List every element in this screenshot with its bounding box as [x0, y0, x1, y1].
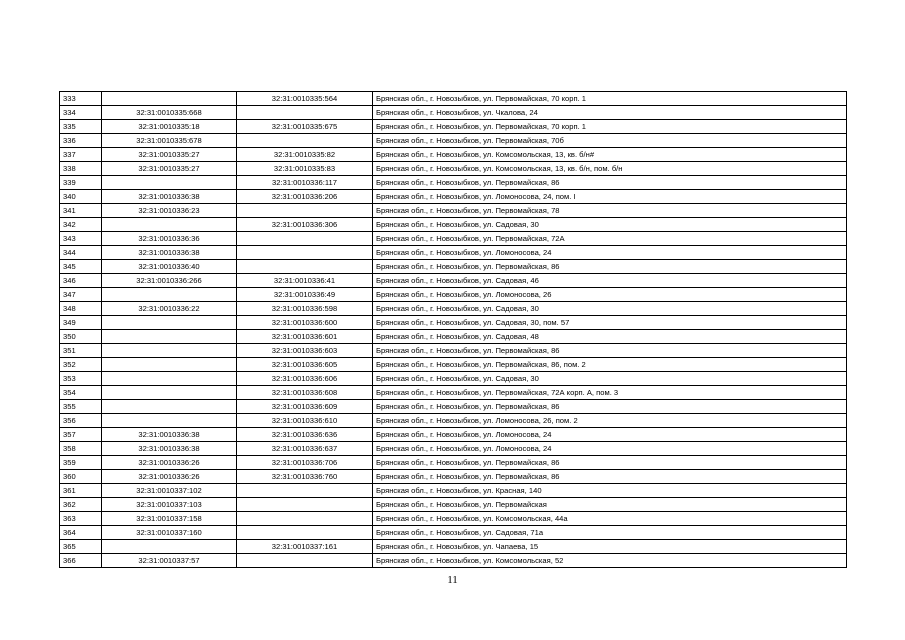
- row-number-cell: 335: [60, 120, 102, 134]
- cadastral-number-cell: [102, 540, 237, 554]
- object-cadastral-number-cell: [237, 554, 373, 568]
- table-row: [60, 428, 847, 442]
- cadastral-number-cell: 32:31:0010337:57: [102, 554, 237, 568]
- address-cell: Брянская обл., г. Новозыбков, ул. Красная, 140: [373, 484, 847, 498]
- object-cadastral-number-cell: 32:31:0010336:606: [237, 372, 373, 386]
- cadastral-number-cell: 32:31:0010337:158: [102, 512, 237, 526]
- address-cell: Брянская обл., г. Новозыбков, ул. Первомайская, 86: [373, 470, 847, 484]
- object-cadastral-number-cell: [237, 106, 373, 120]
- row-number-cell: 350: [60, 330, 102, 344]
- object-cadastral-number-cell: 32:31:0010337:161: [237, 540, 373, 554]
- address-cell: Брянская обл., г. Новозыбков, ул. Садовая, 48: [373, 330, 847, 344]
- table-row: [60, 316, 847, 330]
- row-number-cell: 338: [60, 162, 102, 176]
- cadastral-number-cell: 32:31:0010337:103: [102, 498, 237, 512]
- row-number-cell: 340: [60, 190, 102, 204]
- table-row: [60, 204, 847, 218]
- table-row: [60, 554, 847, 568]
- cadastral-number-cell: 32:31:0010336:40: [102, 260, 237, 274]
- registry-table: [59, 91, 847, 568]
- object-cadastral-number-cell: 32:31:0010335:675: [237, 120, 373, 134]
- row-number-cell: 355: [60, 400, 102, 414]
- object-cadastral-number-cell: 32:31:0010336:600: [237, 316, 373, 330]
- address-cell: Брянская обл., г. Новозыбков, ул. Первомайская, 72А корп. А, пом. 3: [373, 386, 847, 400]
- table-row: [60, 162, 847, 176]
- address-cell: Брянская обл., г. Новозыбков, ул. Садовая, 30: [373, 302, 847, 316]
- address-cell: Брянская обл., г. Новозыбков, ул. Первомайская: [373, 498, 847, 512]
- row-number-cell: 361: [60, 484, 102, 498]
- cadastral-number-cell: [102, 400, 237, 414]
- cadastral-number-cell: 32:31:0010336:36: [102, 232, 237, 246]
- table-row: [60, 526, 847, 540]
- row-number-cell: 351: [60, 344, 102, 358]
- cadastral-number-cell: 32:31:0010336:26: [102, 470, 237, 484]
- object-cadastral-number-cell: 32:31:0010336:609: [237, 400, 373, 414]
- object-cadastral-number-cell: [237, 204, 373, 218]
- page-number: 11: [447, 574, 458, 586]
- object-cadastral-number-cell: [237, 134, 373, 148]
- cadastral-number-cell: [102, 414, 237, 428]
- table-row: [60, 246, 847, 260]
- row-number-cell: 333: [60, 92, 102, 106]
- table-row: [60, 372, 847, 386]
- object-cadastral-number-cell: [237, 484, 373, 498]
- address-cell: Брянская обл., г. Новозыбков, ул. Первомайская, 70б: [373, 134, 847, 148]
- object-cadastral-number-cell: 32:31:0010336:706: [237, 456, 373, 470]
- table-row: [60, 512, 847, 526]
- address-cell: Брянская обл., г. Новозыбков, ул. Садовая, 30: [373, 372, 847, 386]
- row-number-cell: 349: [60, 316, 102, 330]
- cadastral-number-cell: [102, 176, 237, 190]
- address-cell: Брянская обл., г. Новозыбков, ул. Садовая, 30, пом. 57: [373, 316, 847, 330]
- row-number-cell: 362: [60, 498, 102, 512]
- cadastral-number-cell: 32:31:0010335:678: [102, 134, 237, 148]
- object-cadastral-number-cell: 32:31:0010336:601: [237, 330, 373, 344]
- object-cadastral-number-cell: 32:31:0010336:605: [237, 358, 373, 372]
- cadastral-number-cell: 32:31:0010336:38: [102, 246, 237, 260]
- address-cell: Брянская обл., г. Новозыбков, ул. Первомайская, 86: [373, 176, 847, 190]
- cadastral-number-cell: 32:31:0010336:26: [102, 456, 237, 470]
- cadastral-number-cell: [102, 358, 237, 372]
- row-number-cell: 334: [60, 106, 102, 120]
- table-row: [60, 484, 847, 498]
- row-number-cell: 341: [60, 204, 102, 218]
- cadastral-number-cell: [102, 92, 237, 106]
- object-cadastral-number-cell: [237, 260, 373, 274]
- table-row: [60, 176, 847, 190]
- object-cadastral-number-cell: 32:31:0010336:610: [237, 414, 373, 428]
- table-row: [60, 344, 847, 358]
- row-number-cell: 366: [60, 554, 102, 568]
- row-number-cell: 345: [60, 260, 102, 274]
- address-cell: Брянская обл., г. Новозыбков, ул. Садовая, 30: [373, 218, 847, 232]
- object-cadastral-number-cell: 32:31:0010336:206: [237, 190, 373, 204]
- address-cell: Брянская обл., г. Новозыбков, ул. Чкалова, 24: [373, 106, 847, 120]
- row-number-cell: 363: [60, 512, 102, 526]
- table-row: [60, 120, 847, 134]
- address-cell: Брянская обл., г. Новозыбков, ул. Ломоносова, 26: [373, 288, 847, 302]
- row-number-cell: 354: [60, 386, 102, 400]
- cadastral-number-cell: [102, 344, 237, 358]
- table-row: [60, 456, 847, 470]
- object-cadastral-number-cell: 32:31:0010336:636: [237, 428, 373, 442]
- row-number-cell: 360: [60, 470, 102, 484]
- table-row: [60, 190, 847, 204]
- object-cadastral-number-cell: [237, 526, 373, 540]
- table-row: [60, 92, 847, 106]
- object-cadastral-number-cell: 32:31:0010336:117: [237, 176, 373, 190]
- row-number-cell: 336: [60, 134, 102, 148]
- cadastral-number-cell: 32:31:0010335:18: [102, 120, 237, 134]
- object-cadastral-number-cell: 32:31:0010336:608: [237, 386, 373, 400]
- object-cadastral-number-cell: 32:31:0010336:41: [237, 274, 373, 288]
- address-cell: Брянская обл., г. Новозыбков, ул. Первомайская, 78: [373, 204, 847, 218]
- row-number-cell: 344: [60, 246, 102, 260]
- address-cell: Брянская обл., г. Новозыбков, ул. Ломоносова, 24: [373, 442, 847, 456]
- address-cell: Брянская обл., г. Новозыбков, ул. Комсомольская, 13, кв. б/н, пом. б/н: [373, 162, 847, 176]
- registry-table-body: [60, 92, 847, 568]
- cadastral-number-cell: [102, 316, 237, 330]
- object-cadastral-number-cell: 32:31:0010336:760: [237, 470, 373, 484]
- address-cell: Брянская обл., г. Новозыбков, ул. Комсомольская, 44а: [373, 512, 847, 526]
- object-cadastral-number-cell: [237, 232, 373, 246]
- row-number-cell: 365: [60, 540, 102, 554]
- row-number-cell: 364: [60, 526, 102, 540]
- table-row: [60, 260, 847, 274]
- table-row: [60, 414, 847, 428]
- cadastral-number-cell: [102, 386, 237, 400]
- object-cadastral-number-cell: 32:31:0010336:598: [237, 302, 373, 316]
- object-cadastral-number-cell: [237, 246, 373, 260]
- row-number-cell: 359: [60, 456, 102, 470]
- table-row: [60, 302, 847, 316]
- address-cell: Брянская обл., г. Новозыбков, ул. Садовая, 46: [373, 274, 847, 288]
- table-row: [60, 106, 847, 120]
- row-number-cell: 357: [60, 428, 102, 442]
- cadastral-number-cell: [102, 330, 237, 344]
- cadastral-number-cell: 32:31:0010336:22: [102, 302, 237, 316]
- table-row: [60, 148, 847, 162]
- address-cell: Брянская обл., г. Новозыбков, ул. Первомайская, 70 корп. 1: [373, 120, 847, 134]
- object-cadastral-number-cell: 32:31:0010336:306: [237, 218, 373, 232]
- table-row: [60, 288, 847, 302]
- object-cadastral-number-cell: 32:31:0010336:637: [237, 442, 373, 456]
- table-row: [60, 358, 847, 372]
- table-row: [60, 274, 847, 288]
- address-cell: Брянская обл., г. Новозыбков, ул. Ломоносова, 24: [373, 246, 847, 260]
- address-cell: Брянская обл., г. Новозыбков, ул. Первомайская, 72А: [373, 232, 847, 246]
- address-cell: Брянская обл., г. Новозыбков, ул. Первомайская, 86: [373, 400, 847, 414]
- cadastral-number-cell: 32:31:0010336:266: [102, 274, 237, 288]
- cadastral-number-cell: 32:31:0010336:38: [102, 428, 237, 442]
- row-number-cell: 352: [60, 358, 102, 372]
- table-row: [60, 540, 847, 554]
- cadastral-number-cell: [102, 372, 237, 386]
- cadastral-number-cell: 32:31:0010336:38: [102, 190, 237, 204]
- table-row: [60, 134, 847, 148]
- cadastral-number-cell: [102, 218, 237, 232]
- address-cell: Брянская обл., г. Новозыбков, ул. Первомайская, 70 корп. 1: [373, 92, 847, 106]
- row-number-cell: 337: [60, 148, 102, 162]
- address-cell: Брянская обл., г. Новозыбков, ул. Ломоносова, 24, пом. I: [373, 190, 847, 204]
- row-number-cell: 346: [60, 274, 102, 288]
- cadastral-number-cell: 32:31:0010337:160: [102, 526, 237, 540]
- address-cell: Брянская обл., г. Новозыбков, ул. Первомайская, 86: [373, 456, 847, 470]
- address-cell: Брянская обл., г. Новозыбков, ул. Ломоносова, 26, пом. 2: [373, 414, 847, 428]
- object-cadastral-number-cell: 32:31:0010335:82: [237, 148, 373, 162]
- cadastral-number-cell: 32:31:0010335:668: [102, 106, 237, 120]
- row-number-cell: 339: [60, 176, 102, 190]
- address-cell: Брянская обл., г. Новозыбков, ул. Комсомольская, 52: [373, 554, 847, 568]
- object-cadastral-number-cell: 32:31:0010336:49: [237, 288, 373, 302]
- object-cadastral-number-cell: [237, 498, 373, 512]
- address-cell: Брянская обл., г. Новозыбков, ул. Первомайская, 86: [373, 260, 847, 274]
- row-number-cell: 342: [60, 218, 102, 232]
- table-row: [60, 218, 847, 232]
- cadastral-number-cell: 32:31:0010336:23: [102, 204, 237, 218]
- address-cell: Брянская обл., г. Новозыбков, ул. Чапаева, 15: [373, 540, 847, 554]
- table-row: [60, 386, 847, 400]
- object-cadastral-number-cell: 32:31:0010336:603: [237, 344, 373, 358]
- table-row: [60, 232, 847, 246]
- cadastral-number-cell: 32:31:0010335:27: [102, 148, 237, 162]
- object-cadastral-number-cell: 32:31:0010335:83: [237, 162, 373, 176]
- table-row: [60, 498, 847, 512]
- row-number-cell: 347: [60, 288, 102, 302]
- table-row: [60, 470, 847, 484]
- object-cadastral-number-cell: [237, 512, 373, 526]
- row-number-cell: 353: [60, 372, 102, 386]
- cadastral-number-cell: 32:31:0010335:27: [102, 162, 237, 176]
- object-cadastral-number-cell: 32:31:0010335:564: [237, 92, 373, 106]
- cadastral-number-cell: 32:31:0010337:102: [102, 484, 237, 498]
- address-cell: Брянская обл., г. Новозыбков, ул. Первомайская, 86: [373, 344, 847, 358]
- table-row: [60, 442, 847, 456]
- address-cell: Брянская обл., г. Новозыбков, ул. Ломоносова, 24: [373, 428, 847, 442]
- table-row: [60, 330, 847, 344]
- address-cell: Брянская обл., г. Новозыбков, ул. Садовая, 71а: [373, 526, 847, 540]
- cadastral-number-cell: [102, 288, 237, 302]
- address-cell: Брянская обл., г. Новозыбков, ул. Первомайская, 86, пом. 2: [373, 358, 847, 372]
- row-number-cell: 356: [60, 414, 102, 428]
- row-number-cell: 348: [60, 302, 102, 316]
- cadastral-number-cell: 32:31:0010336:38: [102, 442, 237, 456]
- address-cell: Брянская обл., г. Новозыбков, ул. Комсомольская, 13, кв. б/н#: [373, 148, 847, 162]
- row-number-cell: 343: [60, 232, 102, 246]
- row-number-cell: 358: [60, 442, 102, 456]
- table-row: [60, 400, 847, 414]
